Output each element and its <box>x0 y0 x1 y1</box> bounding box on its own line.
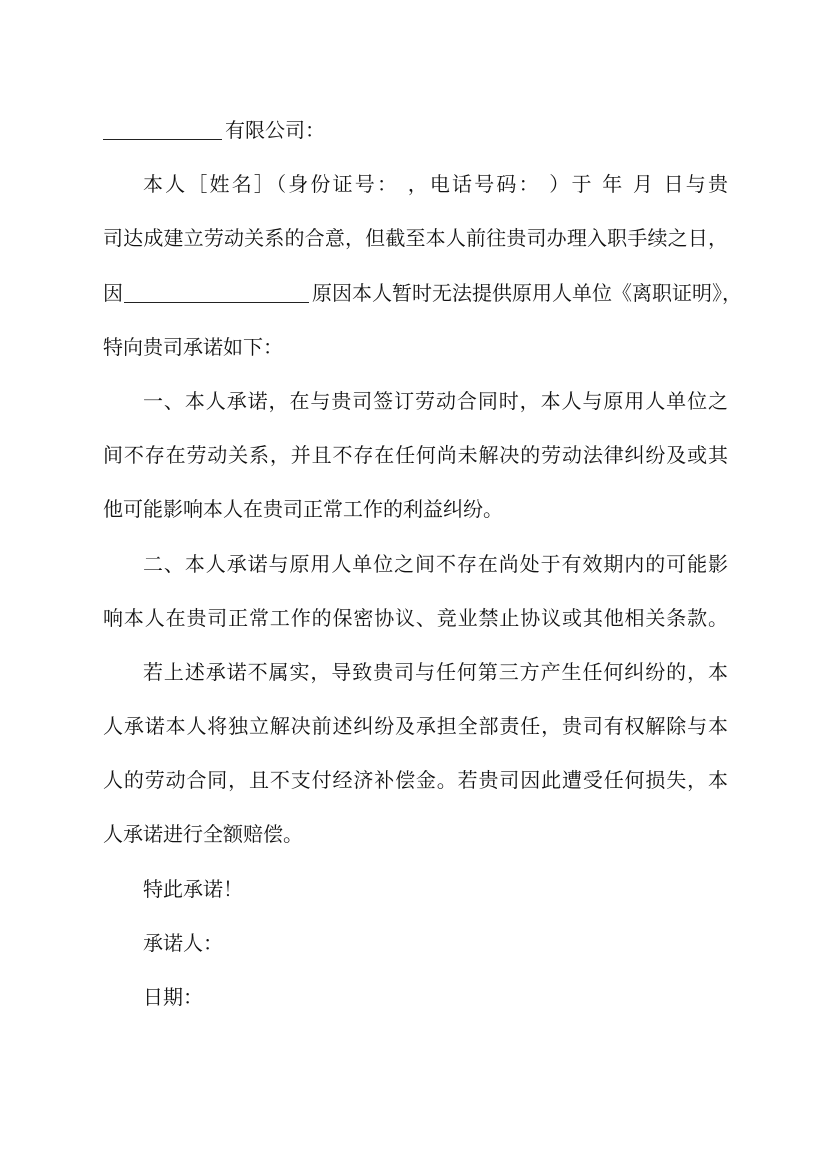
letter-body <box>103 103 742 1024</box>
clause3-line-2: 人承诺本人将独立解决前述纠纷及承担全部责任，贵司有权解除与本 <box>103 714 728 739</box>
salutation-suffix: 有限公司： <box>225 118 325 142</box>
clause3-line-3: 人的劳动合同，且不支付经济补偿金。若贵司因此遭受任何损失，本 <box>103 768 728 793</box>
clause2-line-2: 响本人在贵司正常工作的保密协议、竞业禁止协议或其他相关条款。 <box>103 605 728 630</box>
date-label: 日期： <box>143 985 203 1009</box>
company-name-blank <box>103 138 222 140</box>
reason-blank <box>124 301 309 303</box>
clause1-line-1: 一、本人承诺，在与贵司签订劳动合同时，本人与原用人单位之 <box>143 388 728 413</box>
clause3-line-4: 人承诺进行全额赔偿。 <box>103 822 303 847</box>
clause1-line-3: 他可能影响本人在贵司正常工作的利益纠纷。 <box>103 497 503 522</box>
clause2-line-1: 二、本人承诺与原用人单位之间不存在尚处于有效期内的可能影 <box>143 551 728 576</box>
intro-line-end: 特向贵司承诺如下： <box>103 334 283 359</box>
reason-suffix: 原因本人暂时无法提供原用人单位《离职证明》， <box>312 280 742 305</box>
intro-line-1: 本人［姓名］（身份证号： ，电话号码： ）于 年 月 日与贵 <box>143 172 728 197</box>
intro-line-2: 司达成建立劳动关系的合意，但截至本人前往贵司办理入职手续之日， <box>103 226 728 251</box>
closing-line: 特此承诺！ <box>143 876 243 901</box>
reason-prefix: 因 <box>103 280 123 305</box>
clause3-line-1: 若上述承诺不属实，导致贵司与任何第三方产生任何纠纷的，本 <box>143 659 728 684</box>
signatory-label: 承诺人： <box>143 930 223 955</box>
salutation-line <box>103 103 728 157</box>
intro-reason-line <box>103 266 742 320</box>
clause1-line-2: 间不存在劳动关系，并且不存在任何尚未解决的劳动法律纠纷及或其 <box>103 443 728 468</box>
